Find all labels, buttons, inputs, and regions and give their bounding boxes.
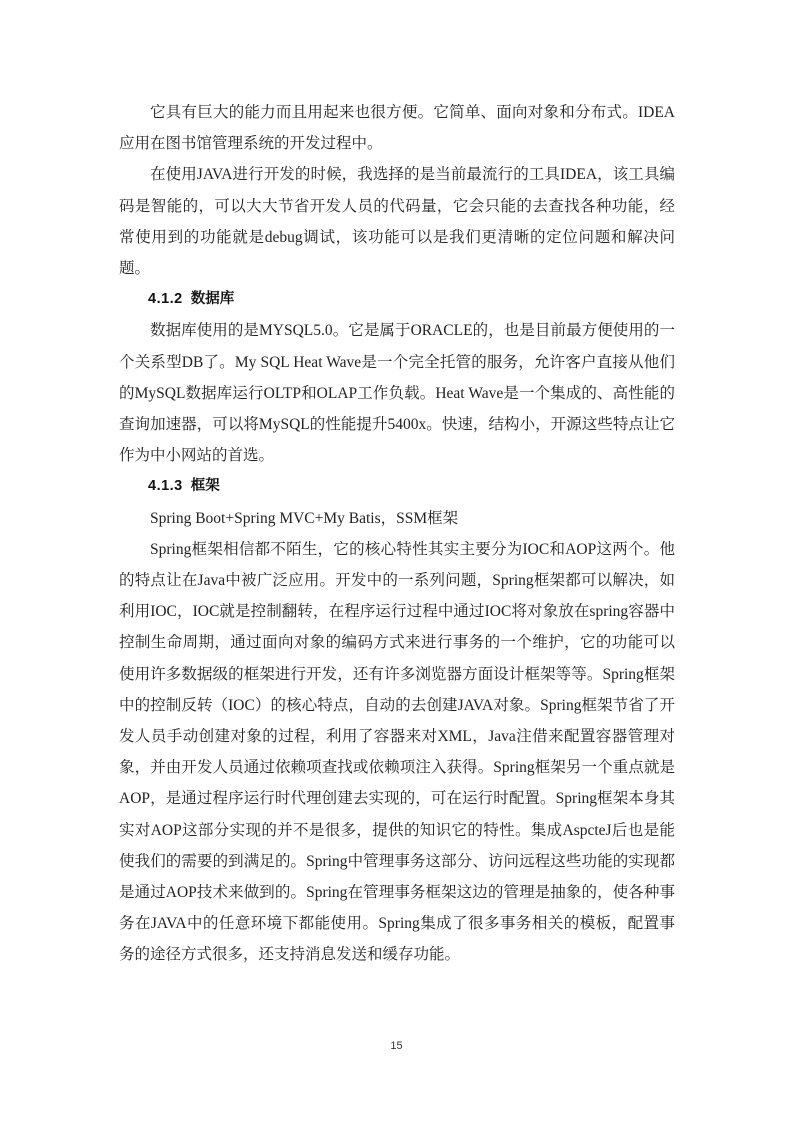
paragraph-spring-description: Spring框架相信都不陌生，它的核心特性其实主要分为IOC和AOP这两个。他的特点让在Java中被广泛应用。开发中的一系列问题，Spring框架都可以解决，如利用IOC，IOC就是控制翻转，在程序运行过程中通过IOC将对象放在spring容器中控制生命周期，通过面向对象的编码方式来进行事务的一个维护，它的功能可以使用许多数据级的框架进行开发，还有许多浏览器方面设计框架等等。Spring框架中的控制反转（IOC）的核心特点，自动的去创建JAVA对象。Spring框架节省了开发人员手动创建对象的过程，利用了容器来对XML，Java注借来配置容器管理对象，并由开发人员通过依赖项查找或依赖项注入获得。Spring框架另一个重点就是AOP，是通过程序运行时代理创建去实现的，可在运行时配置。Spring框架本身其实对AOP这部分实现的并不是很多，提供的知识它的特性。集成AspcteJ后也是能使我们的需要的到满足的。Spring中管理事务这部分、访问远程这些功能的实现都是通过AOP技术来做到的。Spring在管理事务框架这边的管理是抽象的，使各种事务在JAVA中的任意环境下都能使用。Spring集成了很多事务相关的模板，配置事务的途径方式很多，还支持消息发送和缓存功能。 (119, 540, 675, 964)
section-heading-framework (119, 471, 675, 502)
section-title-framework: 框架 (190, 478, 220, 495)
paragraph-framework-stack: Spring Boot+Spring MVC+My Batis，SSM框架 (150, 509, 459, 527)
section-number-framework: 4.1.3 (148, 478, 183, 495)
page-number: 15 (390, 1040, 403, 1052)
paragraph-idea-intro: 它具有巨大的能力而且用起来也很方便。它简单、面向对象和分布式。IDEA应用在图书馆管理系统的开发过程中。 (119, 104, 675, 153)
section-heading-database (119, 284, 675, 315)
section-number-database: 4.1.2 (148, 291, 183, 308)
paragraph-idea-usage: 在使用JAVA进行开发的时候，我选择的是当前最流行的工具IDEA，该工具编码是智能的，可以大大节省开发人员的代码量，它会只能的去查找各种功能，经常使用到的功能就是debug调试，该功能可以是我们更清晰的定位问题和解决问题。 (119, 166, 675, 278)
paragraph-database: 数据库使用的是MYSQL5.0。它是属于ORACLE的，也是目前最方便使用的一个关系型DB了。My SQL Heat Wave是一个完全托管的服务，允许客户直接从他们的MySQL数据库运行OLTP和OLAP工作负载。Heat Wave是一个集成的、高性能的查询加速器，可以将MySQL的性能提升5400x。快速，结构小，开源这些特点让它作为中小网站的首选。 (119, 322, 675, 465)
section-title-database: 数据库 (190, 291, 235, 308)
page-content (119, 97, 675, 971)
